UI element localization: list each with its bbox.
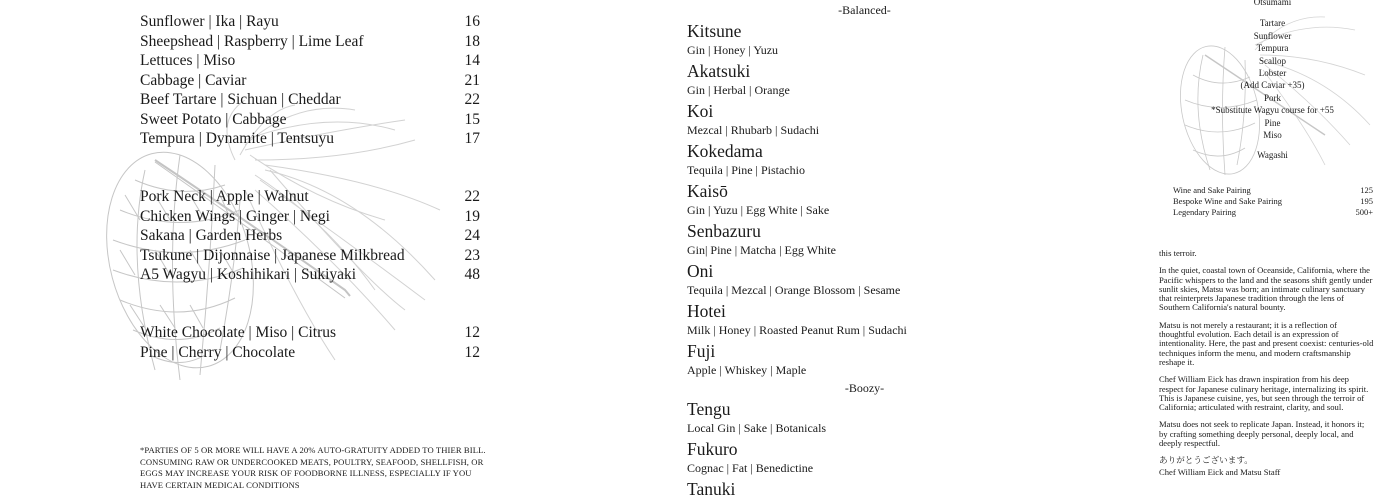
course-item: Scallop	[1259, 55, 1286, 66]
menu-item-name: Chicken Wings | Ginger | Negi	[140, 207, 330, 225]
story-paragraph: Chef William Eick has drawn inspiration from his deep respect for Japanese culinary heritage, internalizing its spirit. This is Japanese cuisine, yes, but seen through the terroir of California; articulated with restraint, clarity, and soul.	[1159, 374, 1369, 413]
pairing-name: Wine and Sake Pairing	[1173, 185, 1251, 195]
cocktail-ingredients: Local Gin | Sake | Botanicals	[687, 421, 827, 435]
menu-item-price: 18	[464, 32, 480, 50]
cocktail-item	[687, 20, 1087, 58]
pairing-price: 195	[1360, 196, 1373, 206]
menu-item	[140, 207, 480, 227]
cocktail-item	[687, 60, 1087, 98]
menu-group-small-plates	[140, 12, 480, 149]
pairing-price: 125	[1360, 185, 1373, 195]
menu-item	[140, 32, 480, 52]
story-closing: ありがとうございます。	[1159, 455, 1253, 466]
menu-item-name: Tsukune | Dijonnaise | Japanese Milkbread	[140, 246, 405, 264]
cocktail-item	[687, 438, 1087, 476]
story-paragraph: In the quiet, coastal town of Oceanside, California, where the Pacific whispers to the land and the seasons shift gently under sunlit skies, Matsu was born; an intimate culinary sanctuary that reinterprets Japanese tradition through the lens of Southern California's natural bounty.	[1159, 265, 1373, 313]
section-heading-balanced: -Balanced-	[838, 3, 891, 17]
menu-item-price: 19	[464, 207, 480, 225]
pairing-row	[1173, 185, 1373, 196]
menu-item	[140, 90, 480, 110]
cocktail-name: Kitsune	[687, 21, 742, 41]
gratuity-disclaimer: *PARTIES OF 5 OR MORE WILL HAVE A 20% AUTO-GRATUITY ADDED TO THIER BILL. CONSUMING RAW OR UNDERCOOKED MEATS, POULTRY, SEAFOOD, SHELLFISH, OR EGGS MAY INCREASE YOUR RISK OF FOODBORNE ILLNESS, ESPECIALLY IF YOU HAVE CERTAIN MEDICAL CONDITIONS	[140, 445, 486, 490]
omakase-panel	[1120, 0, 1400, 500]
menu-item	[140, 12, 480, 32]
cocktail-ingredients: Mezcal | Rhubarb | Sudachi	[687, 123, 820, 137]
section-heading-boozy: -Boozy-	[844, 381, 885, 395]
food-menu-panel	[0, 0, 560, 500]
cocktail-item	[687, 140, 1087, 178]
cocktail-item	[687, 260, 1087, 298]
menu-item-price: 48	[464, 266, 480, 283]
cocktail-ingredients: Apple | Whiskey | Maple	[687, 363, 807, 377]
cocktail-menu-panel	[560, 0, 1120, 500]
course-item: Miso	[1263, 130, 1282, 141]
cocktail-name: Fuji	[687, 341, 716, 361]
pairing-row	[1173, 196, 1373, 207]
menu-item	[140, 323, 480, 343]
cocktail-ingredients: Tequila | Pine | Pistachio	[687, 163, 805, 177]
cocktail-item	[687, 478, 1087, 500]
story-paragraph: this terroir.	[1159, 248, 1197, 258]
menu-item-name: Pine | Cherry | Chocolate	[140, 343, 296, 361]
cocktail-name: Kaisō	[687, 181, 728, 201]
cocktail-name: Oni	[687, 261, 714, 281]
course-item: *Substitute Wagyu course for +55	[1211, 105, 1334, 116]
story-signature: Chef William Eick and Matsu Staff	[1159, 466, 1281, 477]
cocktail-name: Fukuro	[687, 439, 738, 459]
menu-item-price: 12	[464, 343, 480, 361]
cocktail-name: Senbazuru	[687, 221, 761, 241]
menu-item-price: 15	[464, 110, 480, 128]
menu-item	[140, 110, 480, 130]
menu-item-name: Sunflower | Ika | Rayu	[140, 13, 279, 30]
menu-item-price: 14	[464, 52, 480, 69]
menu-item-price: 24	[464, 227, 480, 244]
menu-item	[140, 246, 480, 266]
course-item: Tartare	[1259, 18, 1286, 29]
menu-item-name: Sakana | Garden Herbs	[140, 227, 283, 244]
cocktail-name: Tengu	[687, 399, 731, 419]
menu-item	[140, 187, 480, 207]
menu-item-name: White Chocolate | Miso | Citrus	[140, 324, 337, 341]
pairing-name: Legendary Pairing	[1173, 207, 1237, 217]
cocktail-name: Kokedama	[687, 141, 763, 161]
cocktail-ingredients: Cognac | Fat | Benedictine	[687, 461, 814, 475]
menu-item	[140, 51, 480, 71]
pairing-name: Bespoke Wine and Sake Pairing	[1173, 196, 1283, 206]
menu-item-name: Sheepshead | Raspberry | Lime Leaf	[140, 32, 364, 50]
pairing-list	[1173, 185, 1373, 218]
course-item: Tempura	[1256, 43, 1289, 54]
menu-item-name: Cabbage | Caviar	[140, 71, 247, 89]
story-paragraph: Matsu does not seek to replicate Japan. Instead, it honors it; by crafting something deeply personal, deeply local, and deeply respectful.	[1159, 419, 1365, 449]
menu-item-price: 17	[464, 130, 480, 147]
course-item: Pine	[1264, 117, 1281, 128]
menu-item-price: 22	[464, 188, 480, 205]
menu-item	[140, 343, 480, 363]
cocktail-ingredients: Gin | Yuzu | Egg White | Sake	[687, 203, 830, 217]
cocktail-item	[687, 340, 1087, 378]
course-item: Lobster	[1258, 68, 1287, 79]
cocktail-ingredients: Gin | Honey | Yuzu	[687, 43, 779, 57]
course-item: (Add Caviar +35)	[1240, 80, 1305, 91]
restaurant-story	[1159, 249, 1374, 485]
menu-item-name: Sweet Potato | Cabbage	[140, 110, 287, 128]
menu-item	[140, 265, 480, 285]
menu-item-name: Lettuces | Miso	[140, 52, 236, 69]
course-item: Sunflower	[1253, 30, 1292, 41]
cocktail-name: Koi	[687, 101, 714, 121]
cocktail-list	[687, 0, 1087, 500]
course-item-final: Wagashi	[1257, 150, 1288, 161]
course-item: Pork	[1263, 92, 1281, 103]
cocktail-item	[687, 398, 1087, 436]
omakase-course-list	[1200, 0, 1345, 162]
menu-item-price: 16	[464, 13, 480, 30]
cocktail-ingredients: Gin | Herbal | Orange	[687, 83, 790, 97]
menu-item-price: 21	[464, 71, 480, 89]
menu-group-desserts	[140, 323, 480, 362]
menu-item-price: 22	[464, 91, 480, 108]
menu-item-name: Tempura | Dynamite | Tentsuyu	[140, 130, 335, 147]
cocktail-ingredients: Tequila | Mezcal | Orange Blossom | Sesame	[687, 283, 901, 297]
cocktail-ingredients: Milk | Honey | Roasted Peanut Rum | Sudachi	[687, 323, 907, 337]
cocktail-item	[687, 300, 1087, 338]
menu-item-price: 23	[464, 246, 480, 264]
cocktail-ingredients: Gin| Pine | Matcha | Egg White	[687, 243, 836, 257]
menu-group-large-plates	[140, 187, 480, 285]
cocktail-item	[687, 100, 1087, 138]
menu-item	[140, 129, 480, 149]
omakase-title: Otsumami	[1253, 0, 1292, 7]
story-paragraph: Matsu is not merely a restaurant; it is a reflection of thoughtful evolution. Each detail is an expression of intentionality. Here, the past and present coexist: centuries-old techniques inform the menu, and modern craftsmanship reshape it.	[1159, 319, 1374, 367]
menu-item	[140, 226, 480, 246]
pairing-price: 500+	[1355, 207, 1373, 217]
menu-item-name: Beef Tartare | Sichuan | Cheddar	[140, 91, 341, 108]
cocktail-name: Tanuki	[687, 479, 736, 499]
menu-item-name: Pork Neck | Apple | Walnut	[140, 188, 309, 205]
cocktail-name: Hotei	[687, 301, 726, 321]
cocktail-item	[687, 220, 1087, 258]
menu-item-price: 12	[464, 324, 480, 341]
cocktail-item	[687, 180, 1087, 218]
pairing-row	[1173, 207, 1373, 218]
menu-item	[140, 71, 480, 91]
menu-item-name: A5 Wagyu | Koshihikari | Sukiyaki	[140, 266, 357, 283]
cocktail-name: Akatsuki	[687, 61, 751, 81]
